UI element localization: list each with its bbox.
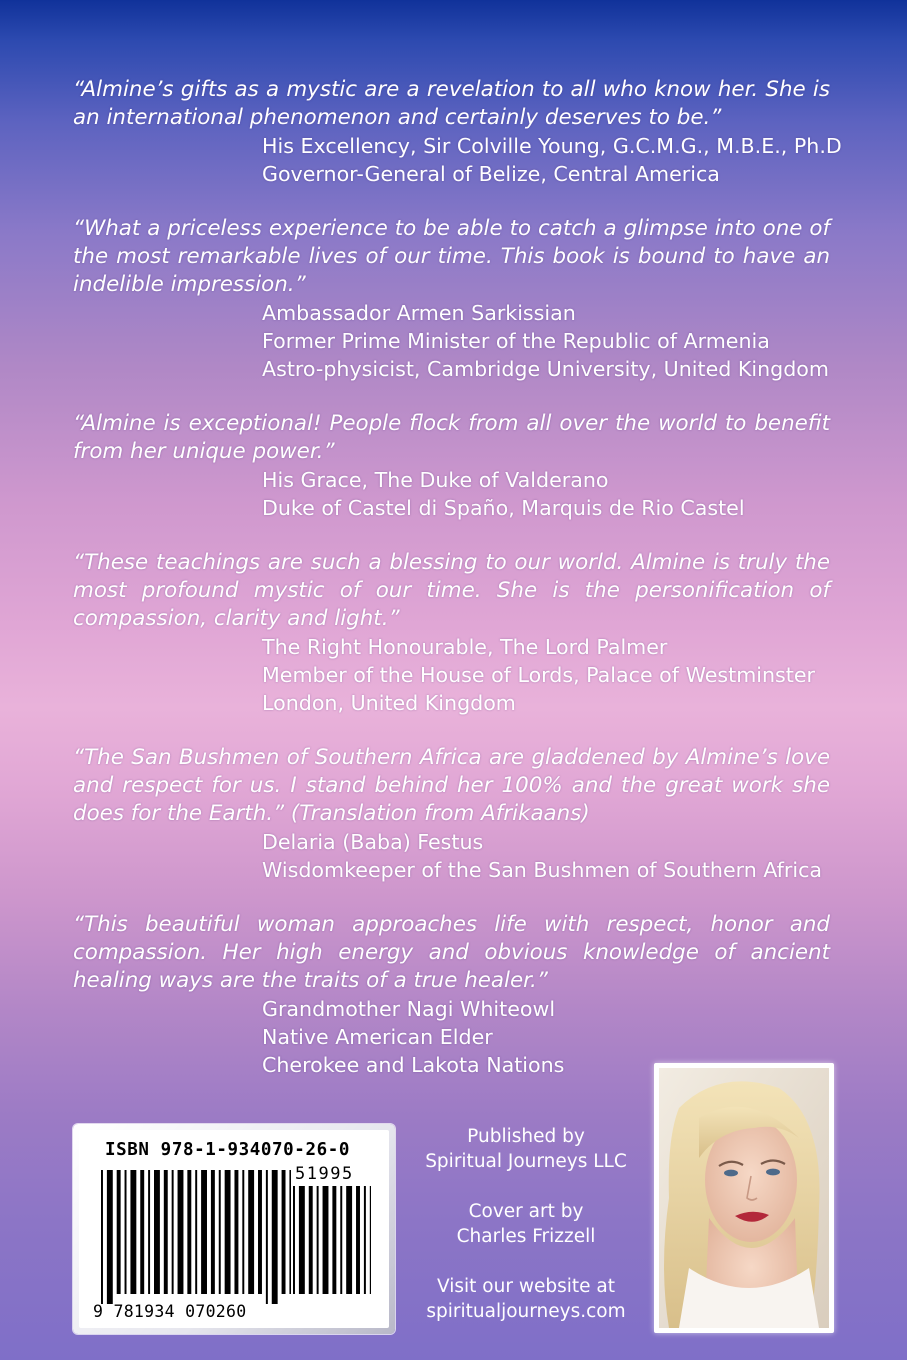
credit-line: Grandmother Nagi Whiteowl (262, 997, 556, 1021)
testimonial-quote: “These teachings are such a blessing to our world. Almine is truly the most profound mystic of our time. She is the personification of compassion, clarity and light.” (73, 550, 830, 631)
barcode-panel (79, 1130, 389, 1328)
cover-art-group (411, 1199, 641, 1249)
testimonial-quote: “Almine’s gifts as a mystic are a revelation to all who know her. She is an international phenomenon and certainly deserves to be.” (73, 77, 830, 130)
credit-line: His Grace, The Duke of Valderano (262, 468, 609, 492)
testimonial-credit (262, 828, 830, 884)
barcode-bar (364, 1186, 366, 1294)
barcode-bar (154, 1170, 160, 1294)
barcode-bar (117, 1170, 121, 1294)
testimonial-2 (73, 215, 830, 383)
testimonial-5 (73, 744, 830, 884)
testimonial-credit (262, 299, 830, 383)
barcode-bar (178, 1170, 184, 1294)
price-code: 51995 (295, 1164, 354, 1184)
barcode-bar (370, 1186, 371, 1294)
barcode-bar (148, 1170, 150, 1294)
credit-line: Native American Elder (262, 1025, 493, 1049)
credit-line: Governor-General of Belize, Central America (262, 162, 720, 186)
barcode-bar (164, 1170, 168, 1294)
ean-digits: 9 781934 070260 (93, 1302, 247, 1321)
barcode-bar (130, 1170, 136, 1294)
publisher-info (411, 1124, 641, 1349)
barcode-bar (356, 1186, 360, 1294)
author-portrait-icon (659, 1068, 829, 1328)
barcode-bar (234, 1170, 238, 1294)
barcode-bar (225, 1170, 231, 1294)
testimonial-4 (73, 549, 830, 717)
published-by-group (411, 1124, 641, 1174)
credit-line: Member of the House of Lords, Palace of Westminster (262, 663, 815, 687)
barcode-bar (282, 1170, 286, 1294)
testimonials-section (73, 76, 842, 1106)
testimonial-1 (73, 76, 842, 188)
cover-artist: Charles Frizzell (456, 1226, 596, 1247)
testimonial-quote: “What a priceless experience to be able to catch a glimpse into one of the most remarkable lives of our time. This book is bound to have an indelible impression.” (73, 216, 830, 297)
barcode-bar (219, 1170, 221, 1294)
credit-line: Astro-physicist, Cambridge University, United Kingdom (262, 357, 829, 381)
barcode-bar (140, 1170, 144, 1294)
barcode-bar (201, 1170, 207, 1294)
publisher-name: Spiritual Journeys LLC (425, 1151, 627, 1172)
credit-line: Cherokee and Lakota Nations (262, 1053, 565, 1077)
barcode-bar (258, 1170, 262, 1294)
barcode-bar (317, 1186, 319, 1294)
testimonial-3 (73, 410, 830, 522)
barcode-bar (101, 1170, 103, 1304)
credit-line: Former Prime Minister of the Republic of Armenia (262, 329, 770, 353)
testimonial-quote: “The San Bushmen of Southern Africa are gladdened by Almine’s love and respect for us. I stand behind her 100% and the great work she does for the Earth.” (Translation from Afrikaans) (73, 745, 830, 826)
testimonial-credit (262, 132, 842, 188)
credit-line: Ambassador Armen Sarkissian (262, 301, 576, 325)
barcode-bar (242, 1170, 244, 1294)
credit-line: Wisdomkeeper of the San Bushmen of Southern Africa (262, 858, 823, 882)
addon-barcode-icon (293, 1186, 371, 1304)
testimonial-quote: “Almine is exceptional! People flock from all over the world to benefit from her unique power.” (73, 411, 830, 464)
barcode-bar (125, 1170, 127, 1294)
credit-line: His Excellency, Sir Colville Young, G.C.M.G., M.B.E., Ph.D (262, 134, 842, 158)
credit-line: London, United Kingdom (262, 691, 516, 715)
barcode-bar (293, 1186, 295, 1294)
barcode-bar (272, 1170, 278, 1304)
barcode-bar (211, 1170, 215, 1294)
barcode-bar (332, 1186, 336, 1294)
credit-line: The Right Honourable, The Lord Palmer (262, 635, 668, 659)
barcode-bar (299, 1186, 305, 1294)
barcode-bar (346, 1186, 352, 1294)
cover-art-label: Cover art by (468, 1201, 584, 1222)
barcode-bar (195, 1170, 197, 1294)
testimonial-quote: “This beautiful woman approaches life with respect, honor and compassion. Her high energy and obvious knowledge of ancient healing ways are the traits of a true healer.” (73, 912, 830, 993)
barcode-bar (323, 1186, 329, 1294)
website-label: Visit our website at (437, 1276, 615, 1297)
barcode-bar (309, 1186, 313, 1294)
testimonial-credit (262, 633, 830, 717)
barcode-bar (107, 1170, 113, 1304)
barcode-bar (289, 1170, 291, 1294)
barcode-bar (187, 1170, 191, 1294)
published-by-label: Published by (467, 1126, 585, 1147)
barcode-bar (340, 1186, 342, 1294)
barcode-bar (248, 1170, 254, 1294)
credit-line: Delaria (Baba) Festus (262, 830, 484, 854)
barcode-bar (266, 1170, 268, 1304)
testimonial-credit (262, 466, 830, 522)
isbn-barcode-box (73, 1124, 395, 1334)
testimonial-6 (73, 911, 830, 1079)
website-group (411, 1274, 641, 1324)
author-photo (654, 1063, 834, 1333)
website-url: spiritualjourneys.com (426, 1301, 626, 1322)
credit-line: Duke of Castel di Spaño, Marquis de Rio Castel (262, 496, 745, 520)
ean-barcode-icon (101, 1170, 291, 1304)
isbn-number: ISBN 978-1-934070-26-0 (105, 1140, 350, 1160)
barcode-bar (172, 1170, 174, 1294)
